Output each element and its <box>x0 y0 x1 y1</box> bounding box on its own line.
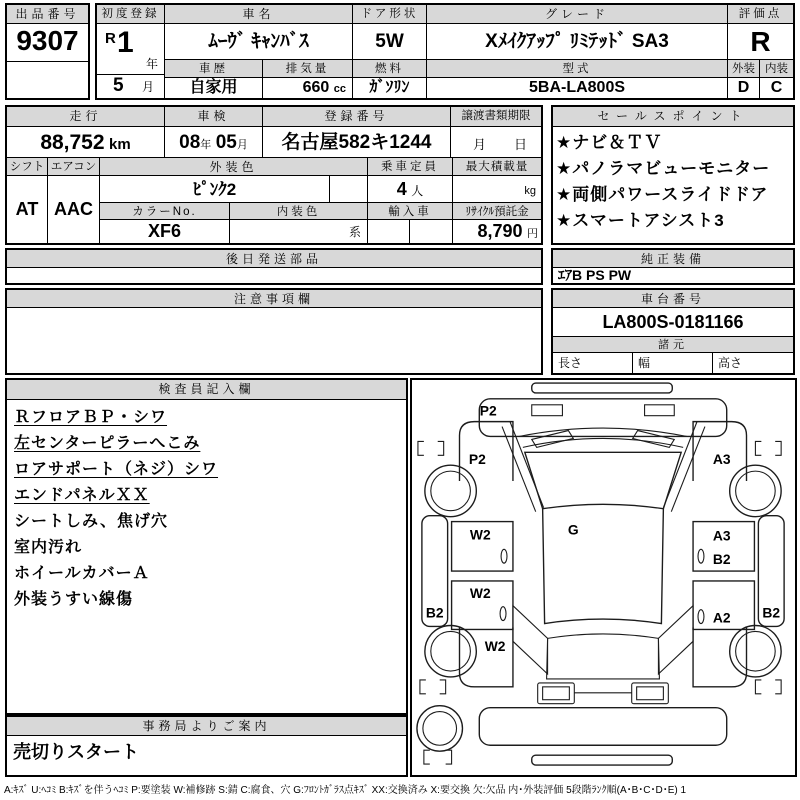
door-handle-rear-left <box>500 607 506 621</box>
first-reg-month-unit: 月 <box>141 80 154 94</box>
d-pillar-right <box>658 606 693 674</box>
recycle-label: ﾘｻｲｸﾙ預託金 <box>453 203 541 220</box>
equipment-box <box>551 248 795 285</box>
recycle-value: 8,790 <box>477 221 523 241</box>
grade-label: グレード <box>427 5 728 24</box>
diagram-label-w2: W2 <box>469 526 491 543</box>
reg-number-label: 登録番号 <box>263 107 451 127</box>
tail-lamp-left-inner <box>543 687 570 700</box>
spare-tire-inner <box>423 712 457 746</box>
capacity-label: 乗車定員 <box>368 158 453 176</box>
mileage-unit: km <box>109 136 131 153</box>
inspection-year: 08 <box>179 132 201 153</box>
roof <box>543 509 664 624</box>
score-value: R <box>728 24 793 60</box>
diagram-label-g: G <box>567 521 579 538</box>
bracket-front-left <box>418 441 444 455</box>
exterior-grade-label: 外装 <box>728 60 760 78</box>
legend-line: A:ｷｽﾞ U:ﾍｺﾐ B:ｷｽﾞを伴うﾍｺﾐ P:要塗装 W:補修跡 S:錆 C:腐食、穴 G:ﾌﾛﾝﾄｶﾞﾗｽ点ｷｽﾞ XX:交換済み X:要交換 欠:欠品 内･外装評価 5段階ﾗﾝｸ順(A･B･C･D･E) 1 <box>4 785 687 796</box>
model-code: 5BA-LA800S <box>427 78 728 98</box>
diagram-label-p2: P2 <box>468 451 486 468</box>
door-handle-front-left <box>501 549 507 563</box>
score-label: 評価点 <box>728 5 793 24</box>
spec-table <box>5 105 543 245</box>
int-color-cell <box>230 220 368 243</box>
first-reg-year-unit: 年 <box>145 57 158 71</box>
int-color-suffix: 系 <box>348 225 361 239</box>
first-reg-year: 1 <box>117 26 134 59</box>
rear-fender-left <box>460 627 513 686</box>
rear-bumper <box>479 708 726 746</box>
wheel-rear-left <box>425 625 476 676</box>
wheel-front-left-inner <box>431 471 471 511</box>
vehicle-header-table <box>95 3 795 100</box>
notes-content <box>7 308 541 373</box>
shift-value: AT <box>7 176 48 243</box>
exterior-grade: D <box>728 78 760 98</box>
inspector-title: 検査員記入欄 <box>7 380 406 400</box>
inspection-month-unit: 月 <box>236 139 248 151</box>
recycle-unit: 円 <box>527 228 538 240</box>
inspector-box <box>5 378 408 715</box>
sales-point-item: ★パノラマビューモニター <box>556 159 771 178</box>
rear-fender-right <box>693 627 746 686</box>
later-parts-box <box>5 248 543 285</box>
windshield <box>525 452 681 508</box>
first-reg-year-cell <box>97 24 165 75</box>
mileage-label: 走行 <box>7 107 165 127</box>
transfer-docs-label: 譲渡書類期限 <box>451 107 541 127</box>
inspection-month: 05 <box>215 132 237 153</box>
damage-diagram-box <box>410 378 797 777</box>
notes-box <box>5 288 543 375</box>
model-code-label: 型式 <box>427 60 728 78</box>
door-handle-front-right <box>698 549 704 563</box>
max-load-cell <box>453 176 541 203</box>
office-box <box>5 715 408 777</box>
sales-points-box <box>551 105 795 245</box>
first-reg-era: R <box>105 30 116 47</box>
ext-color-label: 外装色 <box>100 158 368 176</box>
mileage-value: 88,752 <box>40 131 105 154</box>
bracket-rear-left <box>420 680 446 694</box>
cowl-line-2 <box>523 438 683 447</box>
inspection-label: 車検 <box>165 107 263 127</box>
wheel-front-left <box>425 465 476 516</box>
office-value: 売切りスタート <box>13 742 139 762</box>
width-label: 幅 <box>633 353 713 373</box>
int-color-label: 内装色 <box>230 203 368 220</box>
capacity-value: 4 <box>396 179 407 199</box>
notes-title: 注意事項欄 <box>7 290 541 308</box>
auction-number-empty <box>7 62 88 98</box>
transfer-docs-day: 日 <box>513 137 527 152</box>
ext-color-extra-cell <box>330 176 368 203</box>
inspector-line: 外装うすい線傷 <box>14 591 134 608</box>
door-handle-rear-right <box>698 610 704 624</box>
spare-tire <box>417 706 463 752</box>
inspection-cell <box>165 127 263 158</box>
diagram-label-w2: W2 <box>469 584 491 601</box>
car-name: ﾑｰｳﾞ ｷｬﾝﾊﾞｽ <box>165 24 353 60</box>
displacement-value: 660 <box>302 79 330 96</box>
front-bumper-detail-right <box>645 405 675 416</box>
first-reg-label: 初度登録 <box>97 5 165 24</box>
height-label: 高さ <box>718 356 743 370</box>
aircon-label: エアコン <box>48 158 100 176</box>
reg-number: 名古屋582キ1244 <box>263 127 451 158</box>
capacity-unit: 人 <box>411 184 424 198</box>
displacement-label: 排気量 <box>263 60 353 78</box>
a-pillar-right <box>663 422 697 508</box>
inspector-line: ＲフロアＢＰ・シワ <box>14 409 168 426</box>
dimensions-title: 諸元 <box>553 337 793 353</box>
equipment-title: 純正装備 <box>553 250 793 268</box>
inspector-line: シートしみ、焦げ穴 <box>14 513 168 530</box>
rear-bottom-strip <box>532 755 673 765</box>
capacity-cell <box>368 176 453 203</box>
displacement-cell <box>263 78 353 98</box>
import-cell-1 <box>368 220 410 243</box>
interior-grade: C <box>770 79 783 96</box>
front-bumper <box>479 399 726 437</box>
interior-grade-label: 内装 <box>760 60 793 78</box>
color-no-value: XF6 <box>100 220 230 243</box>
car-name-label: 車名 <box>165 5 353 24</box>
max-load-unit: kg <box>524 185 536 197</box>
wheel-front-right <box>730 465 781 516</box>
import-label: 輸入車 <box>368 203 453 220</box>
wheel-rear-left-inner <box>431 631 471 671</box>
chassis-box <box>551 288 795 375</box>
transfer-docs-month: 月 <box>473 137 487 152</box>
sales-points-title: セールスポイント <box>553 107 793 127</box>
inspector-line: 左センターピラーへこみ <box>14 435 201 452</box>
fuel-value: ｶﾞｿﾘﾝ <box>353 78 427 98</box>
import-cell-2 <box>410 220 453 243</box>
later-parts-content <box>7 268 541 283</box>
door-shape: 5W <box>353 24 427 60</box>
diagram-label-b2: B2 <box>712 551 731 568</box>
later-parts-title: 後日発送部品 <box>7 250 541 268</box>
transfer-docs-cell <box>451 127 541 158</box>
diagram-label-p2: P2 <box>479 402 497 419</box>
aircon-value: AAC <box>48 176 100 243</box>
color-no-label: カラーNo. <box>100 203 230 220</box>
rear-window <box>547 634 660 679</box>
first-reg-month-cell <box>97 75 165 98</box>
inspector-line: ロアサポート（ネジ）シワ <box>14 461 219 478</box>
sales-points-list <box>556 130 790 240</box>
front-bumper-detail-left <box>532 405 563 416</box>
diagram-label-w2: W2 <box>484 638 506 655</box>
mileage-cell <box>7 127 165 158</box>
bracket-spare <box>424 750 452 764</box>
diagram-label-a3: A3 <box>712 451 731 468</box>
wheel-rear-right-inner <box>736 631 776 671</box>
displacement-unit: cc <box>333 83 346 95</box>
ext-color-value: ﾋﾟﾝｸ2 <box>100 176 330 203</box>
wheel-rear-right <box>730 625 781 676</box>
sales-point-item: ★両側パワースライドドア <box>556 185 769 204</box>
office-title: 事務局よりご案内 <box>7 717 406 736</box>
diagram-label-b2: B2 <box>762 604 781 621</box>
diagram-label-a2: A2 <box>712 609 731 626</box>
first-reg-month: 5 <box>113 75 124 96</box>
sales-point-item: ★ナビ＆ＴＶ <box>556 133 663 152</box>
recycle-cell <box>453 220 541 243</box>
chassis-title: 車台番号 <box>553 290 793 308</box>
equipment-value: ｴｱB PS PW <box>558 268 632 283</box>
inspector-line: ホイールカバーＡ <box>14 565 150 582</box>
inspector-line: 室内汚れ <box>14 539 83 556</box>
inspector-line: エンドパネルＸＸ <box>14 487 150 504</box>
diagram-label-a3: A3 <box>712 527 731 544</box>
history-label: 車歴 <box>165 60 263 78</box>
inspection-year-unit: 年 <box>200 139 212 151</box>
chassis-number: LA800S-0181166 <box>553 308 793 337</box>
length-label: 長さ <box>553 353 633 373</box>
tail-lamp-right-inner <box>637 687 664 700</box>
auction-number: 9307 <box>7 24 88 62</box>
front-top-strip <box>532 383 673 393</box>
cowl-line-1 <box>519 428 687 436</box>
sales-point-item: ★スマートアシスト3 <box>556 211 725 230</box>
grade-value: Xﾒｲｸｱｯﾌﾟ ﾘﾐﾃｯﾄﾞ SA3 <box>427 24 728 60</box>
auction-number-box <box>5 3 90 100</box>
car-diagram <box>412 380 795 775</box>
history-value: 自家用 <box>165 78 263 98</box>
fuel-label: 燃料 <box>353 60 427 78</box>
shift-label: シフト <box>7 158 48 176</box>
door-shape-label: ドア形状 <box>353 5 427 24</box>
auction-number-label: 出品番号 <box>7 5 88 24</box>
inspector-lines <box>14 405 402 708</box>
wheel-front-right-inner <box>736 471 776 511</box>
diagram-label-b2: B2 <box>425 604 444 621</box>
d-pillar-left <box>513 606 548 674</box>
max-load-label: 最大積載量 <box>453 158 541 176</box>
bracket-front-right <box>755 441 781 455</box>
bracket-rear-right <box>755 680 781 694</box>
